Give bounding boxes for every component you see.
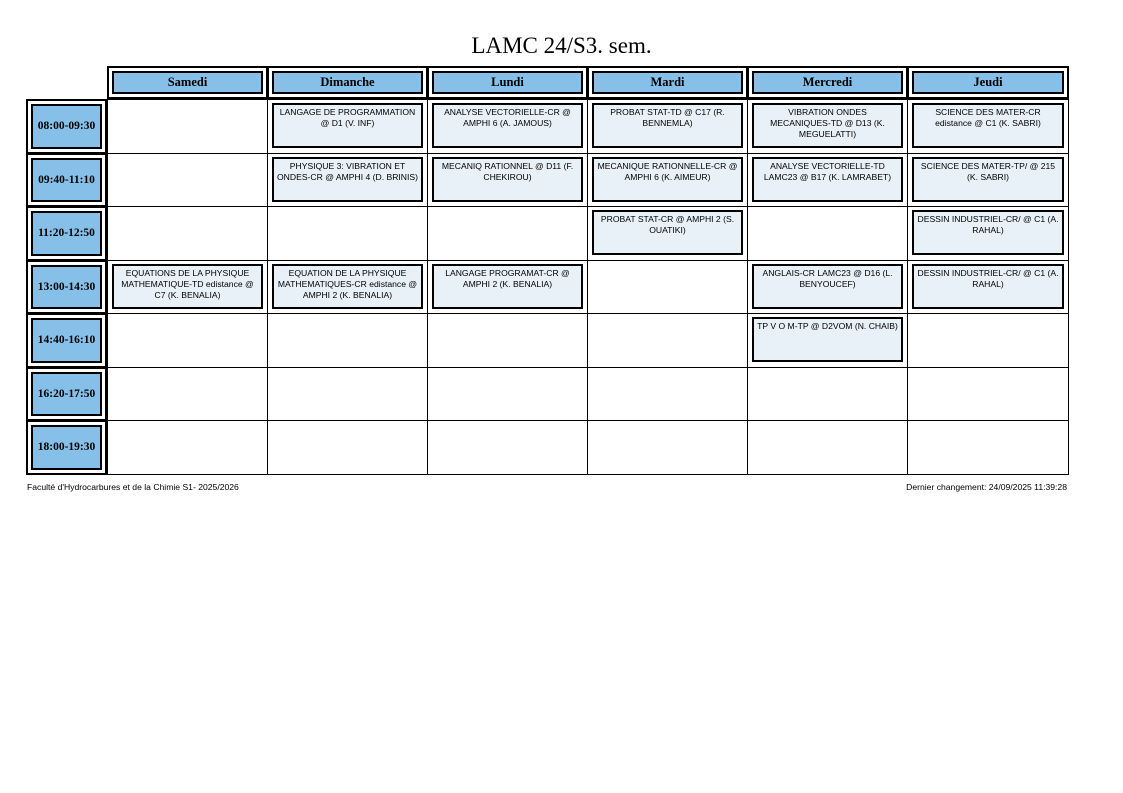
day-header-samedi [107, 66, 268, 99]
time-slot-label: 11:20-12:50 [31, 211, 102, 256]
time-slot-row-header [26, 153, 107, 208]
schedule-cell [427, 153, 588, 208]
schedule-cell [747, 153, 908, 208]
schedule-cell [747, 99, 908, 154]
timetable-grid [26, 66, 1068, 474]
course-event[interactable]: EQUATIONS DE LA PHYSIQUE MATHEMATIQUE-TD edistance @ C7 (K. BENALIA) [112, 264, 263, 309]
course-event[interactable]: MECANIQUE RATIONNELLE-CR @ AMPHI 6 (K. AIMEUR) [592, 157, 743, 202]
time-slot-row-header [26, 260, 107, 315]
course-event[interactable]: PROBAT STAT-TD @ C17 (R. BENNEMLA) [592, 103, 743, 148]
course-event[interactable]: LANGAGE DE PROGRAMMATION @ D1 (V. INF) [272, 103, 423, 148]
course-event[interactable]: MECANIQ RATIONNEL @ D11 (F. CHEKIROU) [432, 157, 583, 202]
footer-last-change: Dernier changement: 24/09/2025 11:39:28 [906, 482, 1067, 492]
schedule-cell [907, 420, 1069, 475]
course-event[interactable]: SCIENCE DES MATER-CR edistance @ C1 (K. SABRI) [912, 103, 1064, 148]
day-header-label: Mercredi [752, 71, 903, 94]
time-slot-row-header [26, 99, 107, 154]
course-event[interactable]: VIBRATION ONDES MECANIQUES-TD @ D13 (K. MEGUELATTI) [752, 103, 903, 148]
day-header-mardi [587, 66, 748, 99]
course-event[interactable]: LANGAGE PROGRAMAT-CR @ AMPHI 2 (K. BENALIA) [432, 264, 583, 309]
course-event[interactable]: TP V O M-TP @ D2VOM (N. CHAIB) [752, 317, 903, 362]
schedule-cell [107, 420, 268, 475]
day-header-dimanche [267, 66, 428, 99]
course-event[interactable]: PROBAT STAT-CR @ AMPHI 2 (S. OUATIKI) [592, 210, 743, 255]
schedule-cell [267, 99, 428, 154]
schedule-cell [427, 367, 588, 422]
schedule-cell [107, 206, 268, 261]
day-header-mercredi [747, 66, 908, 99]
schedule-cell [427, 420, 588, 475]
schedule-cell [267, 367, 428, 422]
footer-faculty: Faculté d'Hydrocarbures et de la Chimie S1- 2025/2026 [27, 482, 239, 492]
schedule-cell [747, 313, 908, 368]
schedule-cell [587, 313, 748, 368]
course-event[interactable]: SCIENCE DES MATER-TP/ @ 215 (K. SABRI) [912, 157, 1064, 202]
schedule-cell [907, 260, 1069, 315]
schedule-cell [267, 420, 428, 475]
time-slot-label: 13:00-14:30 [31, 265, 102, 310]
schedule-cell [907, 99, 1069, 154]
schedule-cell [107, 260, 268, 315]
day-header-label: Samedi [112, 71, 263, 94]
time-slot-label: 14:40-16:10 [31, 318, 102, 363]
time-slot-label: 18:00-19:30 [31, 425, 102, 470]
schedule-cell [427, 99, 588, 154]
course-event[interactable]: EQUATION DE LA PHYSIQUE MATHEMATIQUES-CR edistance @ AMPHI 2 (K. BENALIA) [272, 264, 423, 309]
schedule-cell [747, 420, 908, 475]
schedule-cell [587, 260, 748, 315]
schedule-cell [747, 260, 908, 315]
day-header-label: Lundi [432, 71, 583, 94]
schedule-cell [267, 206, 428, 261]
course-event[interactable]: ANALYSE VECTORIELLE-CR @ AMPHI 6 (A. JAMOUS) [432, 103, 583, 148]
time-slot-row-header [26, 206, 107, 261]
course-event[interactable]: DESSIN INDUSTRIEL-CR/ @ C1 (A. RAHAL) [912, 264, 1064, 309]
course-event[interactable]: DESSIN INDUSTRIEL-CR/ @ C1 (A. RAHAL) [912, 210, 1064, 255]
time-slot-row-header [26, 420, 107, 475]
course-event[interactable]: PHYSIQUE 3: VIBRATION ET ONDES-CR @ AMPHI 4 (D. BRINIS) [272, 157, 423, 202]
time-slot-label: 09:40-11:10 [31, 158, 102, 203]
schedule-cell [107, 153, 268, 208]
day-header-jeudi [907, 66, 1069, 99]
time-slot-row-header [26, 313, 107, 368]
schedule-cell [587, 367, 748, 422]
schedule-cell [427, 206, 588, 261]
schedule-cell [747, 367, 908, 422]
day-header-lundi [427, 66, 588, 99]
time-slot-label: 16:20-17:50 [31, 372, 102, 417]
day-header-label: Dimanche [272, 71, 423, 94]
page-title: LAMC 24/S3. sem. [471, 33, 652, 58]
schedule-cell [587, 99, 748, 154]
schedule-cell [107, 313, 268, 368]
schedule-cell [747, 206, 908, 261]
time-slot-label: 08:00-09:30 [31, 104, 102, 149]
schedule-cell [587, 206, 748, 261]
course-event[interactable]: ANALYSE VECTORIELLE-TD LAMC23 @ B17 (K. LAMRABET) [752, 157, 903, 202]
schedule-cell [107, 367, 268, 422]
day-header-label: Mardi [592, 71, 743, 94]
schedule-cell [587, 420, 748, 475]
schedule-cell [907, 153, 1069, 208]
day-header-label: Jeudi [912, 71, 1064, 94]
schedule-cell [427, 313, 588, 368]
schedule-cell [907, 206, 1069, 261]
schedule-cell [907, 313, 1069, 368]
schedule-cell [267, 153, 428, 208]
schedule-cell [107, 99, 268, 154]
schedule-cell [267, 260, 428, 315]
schedule-cell [267, 313, 428, 368]
time-slot-row-header [26, 367, 107, 422]
schedule-cell [587, 153, 748, 208]
schedule-cell [427, 260, 588, 315]
course-event[interactable]: ANGLAIS-CR LAMC23 @ D16 (L. BENYOUCEF) [752, 264, 903, 309]
schedule-cell [907, 367, 1069, 422]
